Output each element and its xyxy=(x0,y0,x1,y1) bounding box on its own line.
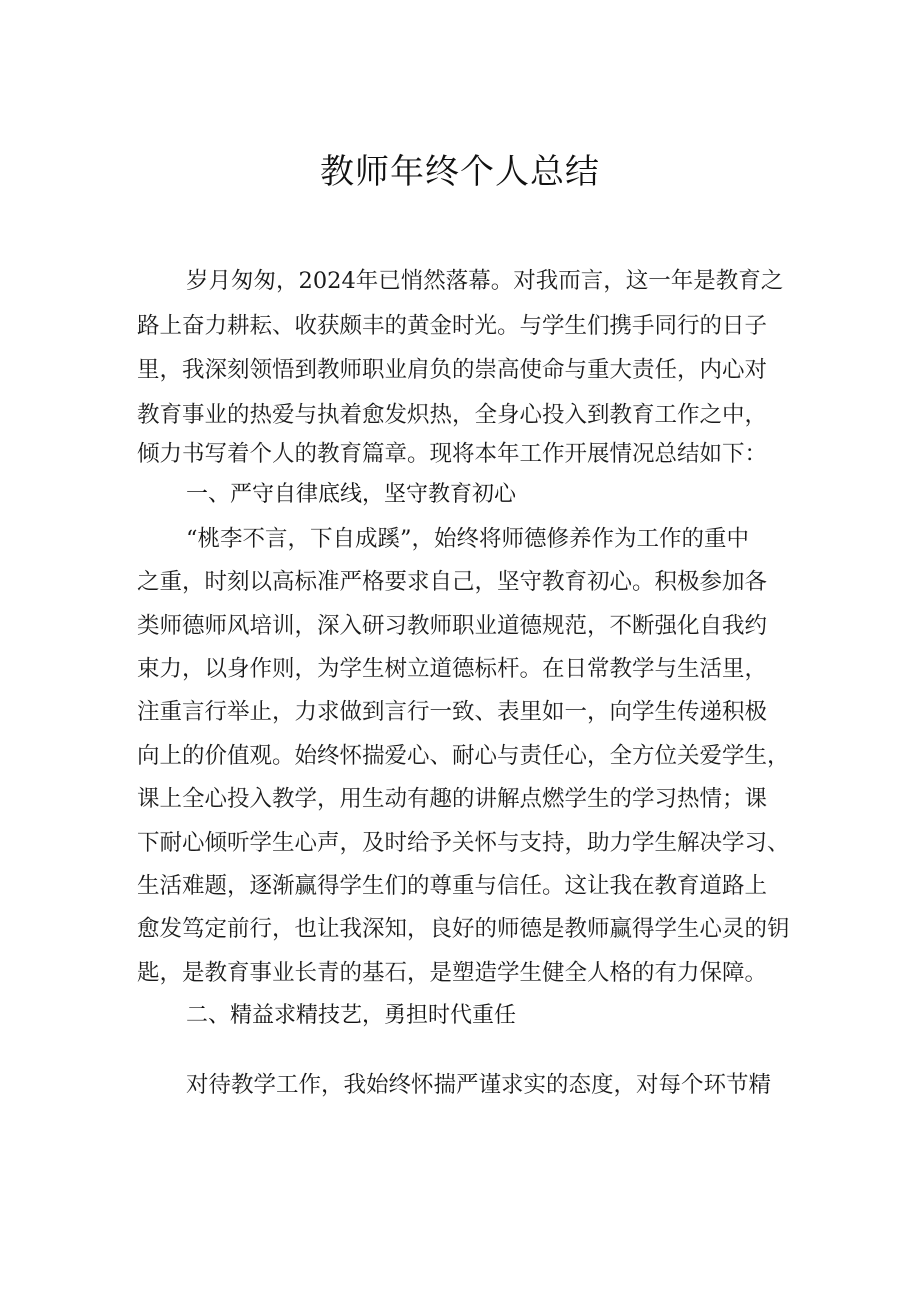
section1-line: “桃李不言，下自成蹊”，始终将师德修养作为工作的重中 xyxy=(186,526,750,552)
section1-line: 类师德师风培训，深入研习教师职业道德规范，不断强化自我约 xyxy=(137,613,768,639)
intro-line: 里，我深刻领悟到教师职业肩负的崇高使命与重大责任，内心对 xyxy=(137,357,768,383)
section1-line: 生活难题，逐渐赢得学生们的尊重与信任。这让我在教育道路上 xyxy=(137,873,768,899)
section1-line: 束力，以身作则，为学生树立道德标杆。在日常教学与生活里， xyxy=(137,656,768,682)
section1-line: 下耐心倾听学生心声，及时给予关怀与支持，助力学生解决学习、 xyxy=(137,830,790,856)
section1-line: 愈发笃定前行，也让我深知，良好的师德是教师赢得学生心灵的钥 xyxy=(137,916,790,942)
intro-line: 岁月匆匆，2024年已悄然落幕。对我而言，这一年是教育之 xyxy=(186,268,784,294)
section-heading-1: 一、严守自律底线，坚守教育初心 xyxy=(186,482,517,507)
section1-line: 之重，时刻以高标准严格要求自己，坚守教育初心。积极参加各 xyxy=(137,569,768,595)
intro-line: 倾力书写着个人的教育篇章。现将本年工作开展情况总结如下： xyxy=(137,441,768,467)
section1-line: 向上的价值观。始终怀揣爱心、耐心与责任心，全方位关爱学生， xyxy=(137,743,790,769)
section1-line: 注重言行举止，力求做到言行一致、表里如一，向学生传递积极 xyxy=(137,699,768,725)
section1-line: 课上全心投入教学，用生动有趣的讲解点燃学生的学习热情；课 xyxy=(137,786,768,812)
section1-line: 匙，是教育事业长青的基石，是塑造学生健全人格的有力保障。 xyxy=(137,960,768,986)
intro-line: 教育事业的热爱与执着愈发炽热，全身心投入到教育工作之中， xyxy=(137,402,768,428)
section2-line: 对待教学工作，我始终怀揣严谨求实的态度，对每个环节精 xyxy=(186,1072,772,1098)
document-title: 教师年终个人总结 xyxy=(320,152,600,192)
section-heading-2: 二、精益求精技艺，勇担时代重任 xyxy=(186,1003,517,1028)
intro-line: 路上奋力耕耘、收获颇丰的黄金时光。与学生们携手同行的日子 xyxy=(137,313,768,339)
